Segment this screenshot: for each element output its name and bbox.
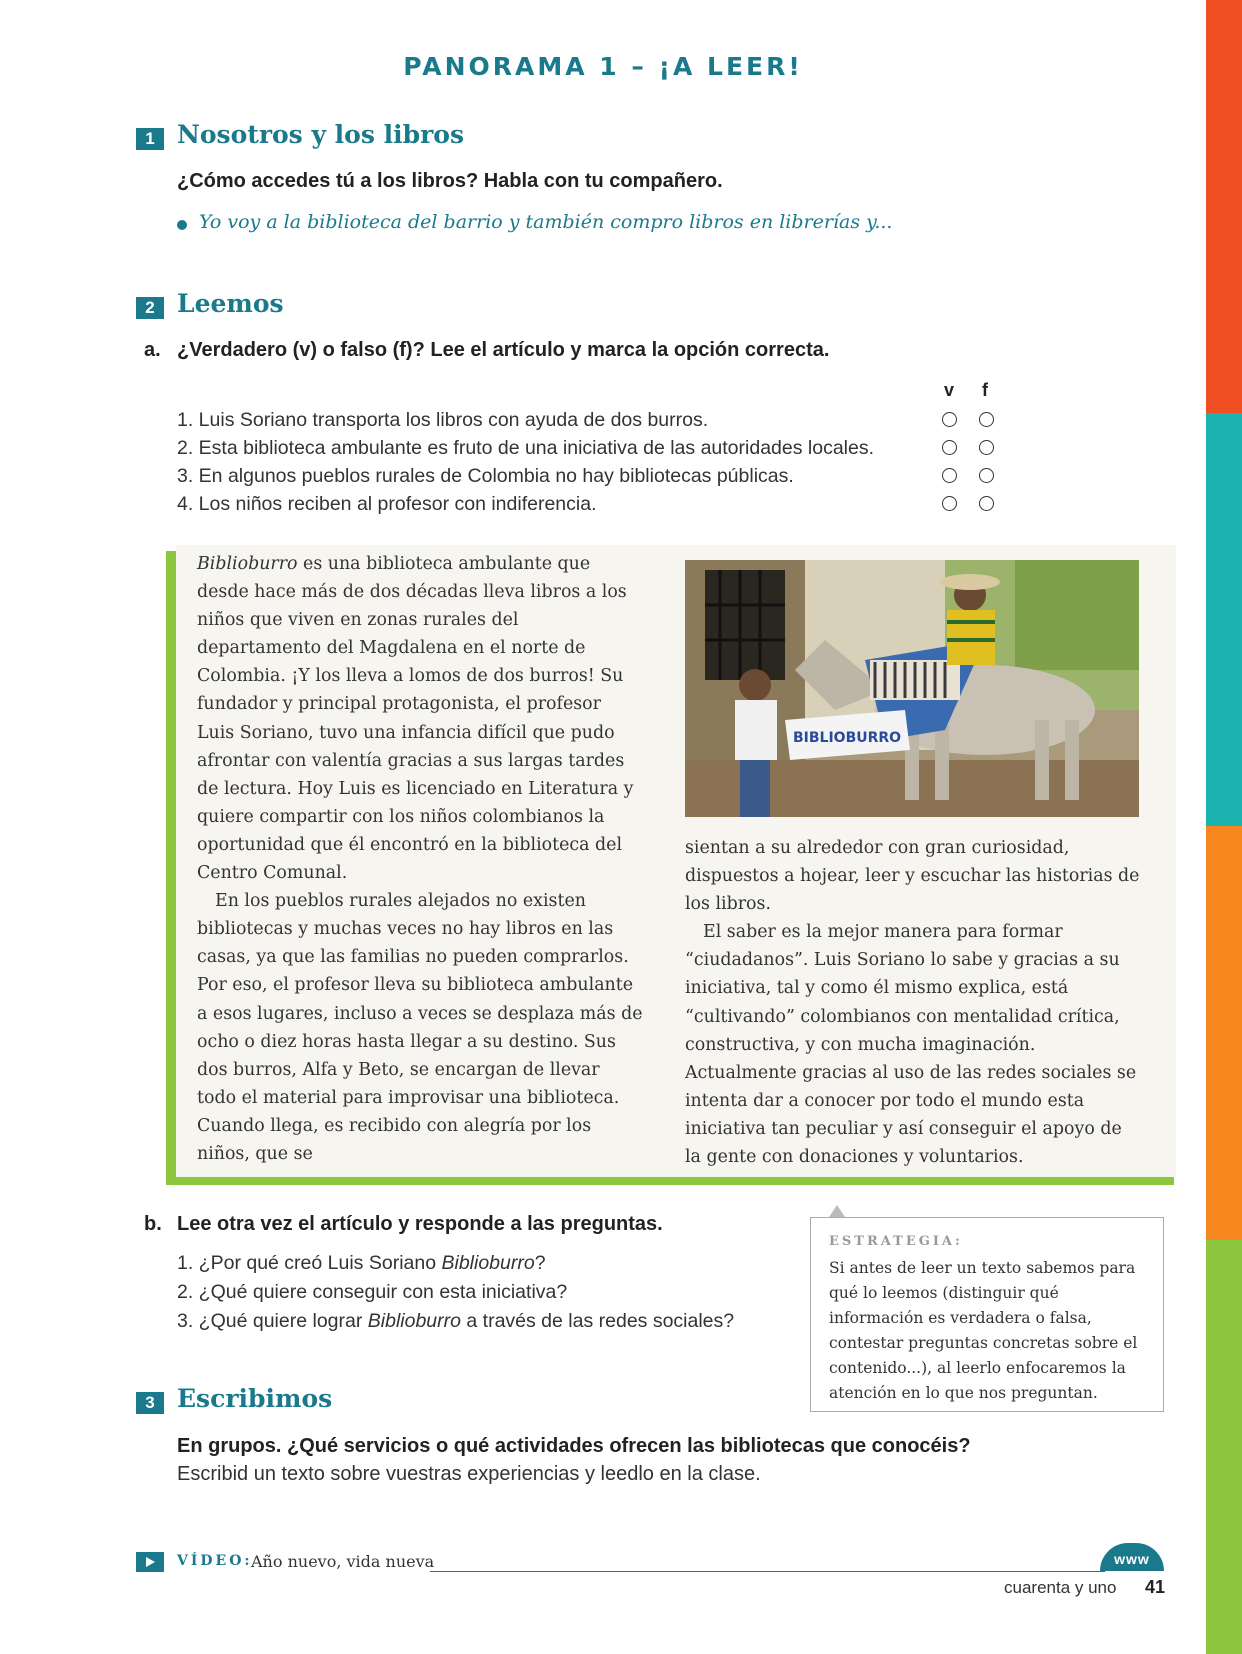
part-a-letter: a. bbox=[144, 339, 161, 361]
color-sidebar bbox=[1206, 0, 1242, 1654]
video-play-button[interactable] bbox=[136, 1552, 164, 1572]
section-1-prompt: ¿Cómo accedes tú a los libros? Habla con tu compañero. bbox=[177, 170, 723, 192]
sidebar-red bbox=[1206, 0, 1242, 413]
video-rule bbox=[430, 1571, 1105, 1572]
question-3 bbox=[177, 1310, 734, 1333]
strategy-pointer bbox=[829, 1205, 845, 1217]
page-number: 41 bbox=[1145, 1577, 1166, 1597]
tf-item-2: 2. Esta biblioteca ambulante es fruto de una iniciativa de las autoridades locales. bbox=[177, 437, 875, 459]
strategy-text: Si antes de leer un texto sabemos para qué lo leemos (distinguir qué información es verdadera o falsa, contestar preguntas concretas sobre el contenido...), al leerlo enfocaremos la atención en lo que nos preguntan. bbox=[829, 1259, 1138, 1402]
part-a-instruction: ¿Verdadero (v) o falso (f)? Lee el artículo y marca la opción correcta. bbox=[177, 339, 830, 361]
article-left-paragraph-2: En los pueblos rurales alejados no existen bibliotecas y muchas veces no hay libros en las casas, ya que las familias no pueden comprarlos. Por eso, el profesor lleva su biblioteca ambulante a esos lugares, incluso a veces se desplaza más de ocho o diez horas hasta llegar a su destino. Sus dos burros, Alfa y Beto, se encargan de llevar todo el material para improvisar una biblioteca. Cuando llega, es recibido con alegría por los niños, que se bbox=[197, 891, 643, 1164]
strategy-label: ESTRATEGIA: bbox=[829, 1234, 963, 1249]
video-label: VÍDEO: bbox=[177, 1553, 253, 1569]
section-1-number: 1 bbox=[136, 128, 164, 150]
sidebar-green bbox=[1206, 1240, 1242, 1654]
true-radio-2[interactable] bbox=[942, 440, 957, 455]
article-left-paragraph-1-text: es una biblioteca ambulante que desde hace más de dos décadas lleva libros a los niños que viven en zonas rurales del departamento del Magdalena en el norte de Colombia. ¡Y los lleva a lomos de dos burros! Su fundador y principal protagonista, el profesor Luis Soriano, tuvo una infancia difícil que pudo afrontar con valentía gracias a sus largas tardes de lectura. Hoy Luis es licenciado en Literatura y quiere compartir con los niños colombianos la oportunidad que él encontró en la biblioteca del Centro Comunal. bbox=[197, 554, 634, 884]
photo-sign-text: BIBLIOBURRO bbox=[793, 730, 902, 746]
tf-item-1: 1. Luis Soriano transporta los libros con ayuda de dos burros. bbox=[177, 409, 709, 431]
sidebar-teal bbox=[1206, 413, 1242, 826]
video-title[interactable]: Año nuevo, vida nueva bbox=[251, 1552, 435, 1571]
www-label: www bbox=[1114, 1551, 1150, 1567]
example-bullet-icon bbox=[177, 220, 187, 230]
question-1-text: 1. ¿Por qué creó Luis Soriano bbox=[177, 1252, 442, 1274]
true-radio-3[interactable] bbox=[942, 468, 957, 483]
sidebar-orange bbox=[1206, 826, 1242, 1240]
section-2-number: 2 bbox=[136, 297, 164, 319]
question-1-end: ? bbox=[534, 1252, 546, 1274]
page-title: PANORAMA 1 – ¡A LEER! bbox=[403, 52, 803, 81]
question-1-term: Biblioburro bbox=[441, 1252, 535, 1274]
part-b-letter: b. bbox=[144, 1213, 162, 1235]
section-3-prompt: En grupos. ¿Qué servicios o qué actividades ofrecen las bibliotecas que conocéis? bbox=[177, 1435, 971, 1457]
article-right-column bbox=[685, 834, 1141, 1171]
section-3-title: Escribimos bbox=[177, 1384, 333, 1413]
false-radio-1[interactable] bbox=[979, 412, 994, 427]
question-1 bbox=[177, 1252, 546, 1275]
section-3-instruction: Escribid un texto sobre vuestras experiencias y leedlo en la clase. bbox=[177, 1463, 761, 1485]
section-1-example: Yo voy a la biblioteca del barrio y también compro libros en librerías y... bbox=[199, 211, 893, 233]
www-badge[interactable] bbox=[1100, 1543, 1164, 1571]
false-radio-4[interactable] bbox=[979, 496, 994, 511]
article-left-paragraph-1 bbox=[197, 550, 643, 887]
article-right-paragraph-1: sientan a su alrededor con gran curiosidad, dispuestos a hojear, leer y escuchar las historias de los libros. bbox=[685, 838, 1140, 915]
true-radio-4[interactable] bbox=[942, 496, 957, 511]
question-3-term: Biblioburro bbox=[367, 1310, 461, 1332]
false-radio-2[interactable] bbox=[979, 440, 994, 455]
true-column-header: v bbox=[944, 380, 955, 400]
page-number-words: cuarenta y uno bbox=[1004, 1578, 1117, 1597]
question-3-text: 3. ¿Qué quiere lograr bbox=[177, 1310, 368, 1332]
false-radio-3[interactable] bbox=[979, 468, 994, 483]
tf-item-4: 4. Los niños reciben al profesor con indiferencia. bbox=[177, 493, 597, 515]
article-right-paragraph-2: El saber es la mejor manera para formar “ciudadanos”. Luis Soriano lo sabe y gracias a su iniciativa, tal y como él mismo explica, está “cultivando” colombianos con mentalidad crítica, constructiva, y con mucha imaginación. Actualmente gracias al uso de las redes sociales se intenta dar a conocer por todo el mundo esta iniciativa tan peculiar y así conseguir el apoyo de la gente con donaciones y voluntarios. bbox=[685, 922, 1137, 1168]
section-2-title: Leemos bbox=[177, 289, 284, 318]
play-icon bbox=[136, 1552, 164, 1572]
strategy-box bbox=[810, 1217, 1164, 1412]
biblioburro-photo bbox=[685, 560, 1139, 817]
section-3-number: 3 bbox=[136, 1392, 164, 1414]
true-radio-1[interactable] bbox=[942, 412, 957, 427]
question-2: 2. ¿Qué quiere conseguir con esta iniciativa? bbox=[177, 1281, 568, 1303]
article-left-column bbox=[197, 550, 643, 1168]
biblioburro-term: Biblioburro bbox=[197, 554, 298, 574]
question-3-end: a través de las redes sociales? bbox=[460, 1310, 735, 1332]
section-1-title: Nosotros y los libros bbox=[177, 120, 465, 149]
false-column-header: f bbox=[982, 380, 988, 400]
tf-item-3: 3. En algunos pueblos rurales de Colombia no hay bibliotecas públicas. bbox=[177, 465, 794, 487]
part-b-instruction: Lee otra vez el artículo y responde a las preguntas. bbox=[177, 1213, 663, 1235]
